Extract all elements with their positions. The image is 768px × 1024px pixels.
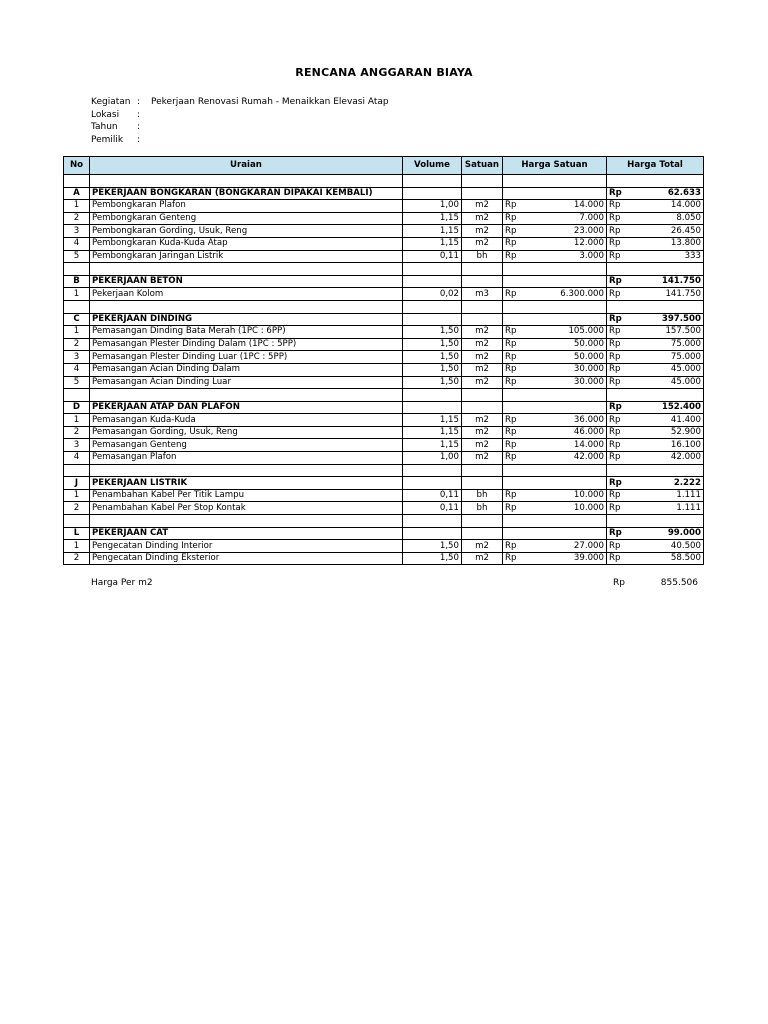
item-unit-currency: Rp: [503, 439, 535, 452]
item-harga-total: 13.800: [633, 237, 704, 250]
item-harga-total: 41.400: [633, 414, 704, 427]
item-harga-satuan: 30.000: [535, 363, 607, 376]
item-volume: 0,02: [403, 288, 462, 301]
section-code: L: [64, 527, 90, 540]
item-no: 4: [64, 363, 90, 376]
item-total-currency: Rp: [607, 552, 633, 565]
info-colon: :: [137, 109, 141, 120]
footer-currency: Rp: [613, 578, 625, 588]
table-row: [64, 552, 704, 565]
item-unit-currency: Rp: [503, 363, 535, 376]
item-total-currency: Rp: [607, 439, 633, 452]
item-unit-currency: Rp: [503, 237, 535, 250]
item-harga-total: 141.750: [633, 288, 704, 301]
section-total: 62.633: [633, 187, 704, 200]
item-volume: 1,50: [403, 326, 462, 339]
item-harga-total: 45.000: [633, 363, 704, 376]
item-harga-total: 1.111: [633, 502, 704, 515]
item-uraian: Pemasangan Genteng: [90, 439, 403, 452]
item-no: 1: [64, 326, 90, 339]
item-no: 2: [64, 552, 90, 565]
table-row: [64, 237, 704, 250]
spacer-row: [64, 515, 704, 528]
item-satuan: m2: [462, 200, 503, 213]
table-row: [64, 351, 704, 364]
item-satuan: bh: [462, 489, 503, 502]
item-unit-currency: Rp: [503, 540, 535, 553]
table-row: [64, 452, 704, 465]
item-satuan: m2: [462, 237, 503, 250]
section-title: PEKERJAAN LISTRIK: [90, 477, 403, 490]
item-volume: 1,50: [403, 376, 462, 389]
item-unit-currency: Rp: [503, 212, 535, 225]
item-uraian: Pemasangan Dinding Bata Merah (1PC : 6PP): [90, 326, 403, 339]
item-volume: 1,00: [403, 200, 462, 213]
item-uraian: Pembongkaran Jaringan Listrik: [90, 250, 403, 263]
item-harga-satuan: 6.300.000: [535, 288, 607, 301]
table-row: [64, 426, 704, 439]
item-no: 1: [64, 414, 90, 427]
item-no: 4: [64, 237, 90, 250]
item-satuan: m2: [462, 351, 503, 364]
item-volume: 0,11: [403, 489, 462, 502]
item-harga-satuan: 39.000: [535, 552, 607, 565]
item-satuan: m2: [462, 414, 503, 427]
item-volume: 1,50: [403, 338, 462, 351]
item-volume: 1,15: [403, 414, 462, 427]
item-unit-currency: Rp: [503, 225, 535, 238]
table-row: [64, 326, 704, 339]
item-no: 3: [64, 439, 90, 452]
item-total-currency: Rp: [607, 288, 633, 301]
section-code: J: [64, 477, 90, 490]
item-uraian: Pembongkaran Kuda-Kuda Atap: [90, 237, 403, 250]
info-colon: :: [137, 122, 141, 132]
item-total-currency: Rp: [607, 250, 633, 263]
section-title: PEKERJAAN ATAP DAN PLAFON: [90, 401, 403, 414]
section-row: [64, 477, 704, 490]
section-currency: Rp: [607, 477, 633, 490]
item-harga-total: 45.000: [633, 376, 704, 389]
item-unit-currency: Rp: [503, 326, 535, 339]
item-unit-currency: Rp: [503, 351, 535, 364]
info-row: [91, 134, 389, 147]
item-harga-satuan: 50.000: [535, 351, 607, 364]
item-harga-total: 42.000: [633, 452, 704, 465]
item-uraian: Pemasangan Kuda-Kuda: [90, 414, 403, 427]
item-harga-total: 75.000: [633, 338, 704, 351]
item-harga-satuan: 10.000: [535, 502, 607, 515]
item-satuan: m2: [462, 540, 503, 553]
item-unit-currency: Rp: [503, 250, 535, 263]
item-harga-satuan: 12.000: [535, 237, 607, 250]
item-satuan: m2: [462, 452, 503, 465]
item-total-currency: Rp: [607, 489, 633, 502]
document-title: RENCANA ANGGARAN BIAYA: [295, 66, 473, 79]
item-no: 1: [64, 200, 90, 213]
item-total-currency: Rp: [607, 212, 633, 225]
item-satuan: m3: [462, 288, 503, 301]
item-harga-satuan: 30.000: [535, 376, 607, 389]
item-satuan: m2: [462, 426, 503, 439]
item-unit-currency: Rp: [503, 376, 535, 389]
section-code: A: [64, 187, 90, 200]
section-total: 2.222: [633, 477, 704, 490]
item-volume: 1,50: [403, 540, 462, 553]
section-row: [64, 401, 704, 414]
spacer-row: [64, 263, 704, 276]
item-total-currency: Rp: [607, 351, 633, 364]
item-satuan: m2: [462, 212, 503, 225]
table-header-row: [64, 157, 704, 175]
item-harga-total: 40.500: [633, 540, 704, 553]
item-harga-satuan: 10.000: [535, 489, 607, 502]
info-row: [91, 121, 389, 134]
item-unit-currency: Rp: [503, 200, 535, 213]
table-row: [64, 288, 704, 301]
table-row: [64, 376, 704, 389]
item-no: 2: [64, 502, 90, 515]
item-total-currency: Rp: [607, 237, 633, 250]
item-uraian: Pemasangan Plester Dinding Dalam (1PC : 5PP): [90, 338, 403, 351]
section-total: 152.400: [633, 401, 704, 414]
project-info: [91, 96, 389, 146]
item-uraian: Pemasangan Acian Dinding Luar: [90, 376, 403, 389]
item-unit-currency: Rp: [503, 489, 535, 502]
item-uraian: Pemasangan Plester Dinding Luar (1PC : 5PP): [90, 351, 403, 364]
table-row: [64, 225, 704, 238]
item-no: 3: [64, 225, 90, 238]
footer-value: 855.506: [660, 578, 698, 588]
item-uraian: Pembongkaran Plafon: [90, 200, 403, 213]
item-harga-satuan: 46.000: [535, 426, 607, 439]
table-row: [64, 414, 704, 427]
info-value: Pekerjaan Renovasi Rumah - Menaikkan Elevasi Atap: [151, 97, 389, 107]
header-satuan: Satuan: [462, 157, 503, 175]
header-uraian: Uraian: [90, 157, 403, 175]
item-harga-satuan: 42.000: [535, 452, 607, 465]
table-body: [64, 175, 704, 565]
item-unit-currency: Rp: [503, 502, 535, 515]
section-currency: Rp: [607, 187, 633, 200]
table-row: [64, 363, 704, 376]
spacer-row: [64, 389, 704, 402]
table-row: [64, 439, 704, 452]
item-harga-total: 8.050: [633, 212, 704, 225]
item-harga-total: 75.000: [633, 351, 704, 364]
item-satuan: bh: [462, 250, 503, 263]
header-harga-satuan: Harga Satuan: [503, 157, 607, 175]
item-volume: 0,11: [403, 502, 462, 515]
item-no: 5: [64, 250, 90, 263]
section-title: PEKERJAAN DINDING: [90, 313, 403, 326]
info-colon: :: [137, 134, 141, 145]
item-total-currency: Rp: [607, 200, 633, 213]
item-total-currency: Rp: [607, 414, 633, 427]
item-unit-currency: Rp: [503, 338, 535, 351]
footer-label: Harga Per m2: [91, 578, 153, 588]
table-row: [64, 338, 704, 351]
item-total-currency: Rp: [607, 338, 633, 351]
item-unit-currency: Rp: [503, 288, 535, 301]
spacer-row: [64, 175, 704, 188]
section-row: [64, 275, 704, 288]
info-label: Kegiatan: [91, 97, 131, 107]
table-row: [64, 250, 704, 263]
item-unit-currency: Rp: [503, 414, 535, 427]
item-satuan: bh: [462, 502, 503, 515]
spacer-row: [64, 300, 704, 313]
spacer-row: [64, 464, 704, 477]
section-currency: Rp: [607, 401, 633, 414]
item-uraian: Pembongkaran Genteng: [90, 212, 403, 225]
section-total: 397.500: [633, 313, 704, 326]
item-volume: 1,50: [403, 351, 462, 364]
item-no: 2: [64, 212, 90, 225]
item-volume: 1,15: [403, 212, 462, 225]
item-harga-satuan: 50.000: [535, 338, 607, 351]
item-no: 4: [64, 452, 90, 465]
item-uraian: Penambahan Kabel Per Stop Kontak: [90, 502, 403, 515]
item-no: 3: [64, 351, 90, 364]
header-volume: Volume: [403, 157, 462, 175]
item-no: 1: [64, 288, 90, 301]
item-harga-satuan: 14.000: [535, 439, 607, 452]
item-uraian: Pemasangan Plafon: [90, 452, 403, 465]
item-total-currency: Rp: [607, 225, 633, 238]
section-currency: Rp: [607, 527, 633, 540]
info-label: Lokasi: [91, 109, 120, 120]
item-uraian: Pembongkaran Gording, Usuk, Reng: [90, 225, 403, 238]
item-total-currency: Rp: [607, 426, 633, 439]
section-code: C: [64, 313, 90, 326]
item-volume: 1,15: [403, 426, 462, 439]
item-satuan: m2: [462, 363, 503, 376]
item-unit-currency: Rp: [503, 552, 535, 565]
table-row: [64, 489, 704, 502]
item-satuan: m2: [462, 439, 503, 452]
item-no: 1: [64, 489, 90, 502]
item-volume: 1,50: [403, 363, 462, 376]
item-satuan: m2: [462, 376, 503, 389]
budget-table: [63, 156, 704, 565]
item-harga-total: 52.900: [633, 426, 704, 439]
item-harga-satuan: 7.000: [535, 212, 607, 225]
section-title: PEKERJAAN BONGKARAN (BONGKARAN DIPAKAI KEMBALI): [90, 187, 403, 200]
info-row: [91, 109, 389, 122]
item-harga-total: 14.000: [633, 200, 704, 213]
item-total-currency: Rp: [607, 502, 633, 515]
item-harga-satuan: 36.000: [535, 414, 607, 427]
section-row: [64, 527, 704, 540]
item-volume: 1,00: [403, 452, 462, 465]
section-currency: Rp: [607, 275, 633, 288]
item-uraian: Pemasangan Gording, Usuk, Reng: [90, 426, 403, 439]
item-no: 5: [64, 376, 90, 389]
section-currency: Rp: [607, 313, 633, 326]
section-total: 141.750: [633, 275, 704, 288]
section-title: PEKERJAAN CAT: [90, 527, 403, 540]
item-satuan: m2: [462, 326, 503, 339]
section-title: PEKERJAAN BETON: [90, 275, 403, 288]
item-unit-currency: Rp: [503, 452, 535, 465]
item-unit-currency: Rp: [503, 426, 535, 439]
header-harga-total: Harga Total: [607, 157, 704, 175]
item-harga-total: 157.500: [633, 326, 704, 339]
item-volume: 1,50: [403, 552, 462, 565]
item-satuan: m2: [462, 225, 503, 238]
item-total-currency: Rp: [607, 376, 633, 389]
item-harga-total: 16.100: [633, 439, 704, 452]
item-harga-satuan: 105.000: [535, 326, 607, 339]
item-satuan: m2: [462, 338, 503, 351]
info-label: Tahun: [91, 122, 118, 132]
section-code: D: [64, 401, 90, 414]
item-harga-total: 333: [633, 250, 704, 263]
item-no: 1: [64, 540, 90, 553]
item-volume: 0,11: [403, 250, 462, 263]
item-uraian: Pengecatan Dinding Eksterior: [90, 552, 403, 565]
item-uraian: Pengecatan Dinding Interior: [90, 540, 403, 553]
table-row: [64, 200, 704, 213]
info-row: [91, 96, 389, 109]
item-total-currency: Rp: [607, 452, 633, 465]
item-harga-total: 1.111: [633, 489, 704, 502]
item-no: 2: [64, 338, 90, 351]
table-row: [64, 502, 704, 515]
item-total-currency: Rp: [607, 326, 633, 339]
item-harga-total: 58.500: [633, 552, 704, 565]
item-volume: 1,15: [403, 237, 462, 250]
info-colon: :: [137, 97, 141, 107]
item-total-currency: Rp: [607, 540, 633, 553]
item-harga-satuan: 23.000: [535, 225, 607, 238]
item-uraian: Penambahan Kabel Per Titik Lampu: [90, 489, 403, 502]
section-row: [64, 187, 704, 200]
item-volume: 1,15: [403, 225, 462, 238]
item-harga-satuan: 14.000: [535, 200, 607, 213]
info-label: Pemilik: [91, 134, 124, 145]
section-total: 99.000: [633, 527, 704, 540]
item-volume: 1,15: [403, 439, 462, 452]
table-row: [64, 212, 704, 225]
item-total-currency: Rp: [607, 363, 633, 376]
item-harga-satuan: 27.000: [535, 540, 607, 553]
item-harga-satuan: 3.000: [535, 250, 607, 263]
item-no: 2: [64, 426, 90, 439]
section-row: [64, 313, 704, 326]
table-row: [64, 540, 704, 553]
section-code: B: [64, 275, 90, 288]
item-uraian: Pemasangan Acian Dinding Dalam: [90, 363, 403, 376]
item-uraian: Pekerjaan Kolom: [90, 288, 403, 301]
item-harga-total: 26.450: [633, 225, 704, 238]
item-satuan: m2: [462, 552, 503, 565]
header-no: No: [64, 157, 90, 175]
